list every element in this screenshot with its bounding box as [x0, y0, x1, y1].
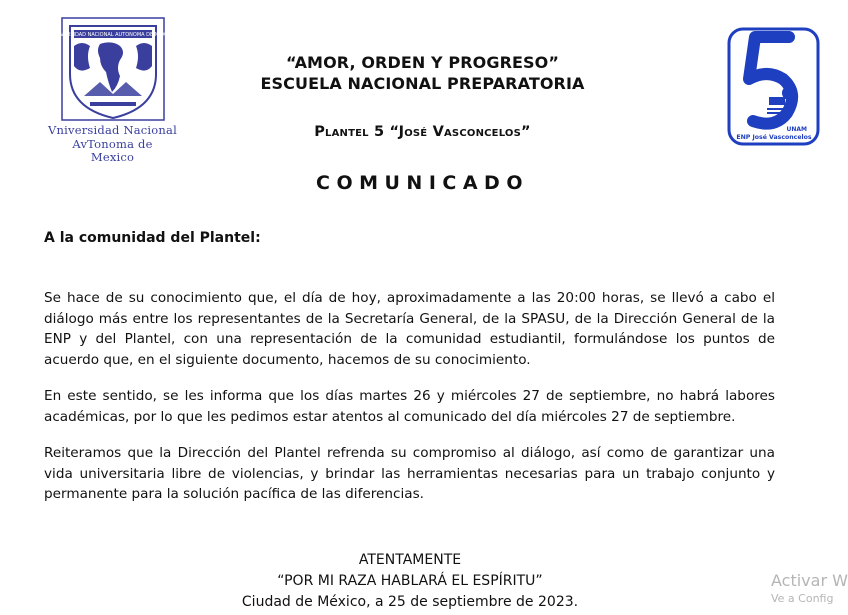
closing-salutation: ATENTAMENTE	[358, 552, 462, 568]
unam-logo-text: UNIVERSIDAD NACIONAL AUTONOMA DE MEXICO	[51, 32, 175, 38]
university-name-line: Mexico	[90, 150, 135, 164]
body-paragraph: En este sentido, se les informa que los días martes 26 y miércoles 27 de septiembre, no habrá labores académicas, por lo que les pedimos estar atentos al comunicado del día miércoles 27 de septiembre.	[44, 388, 775, 425]
body-paragraph: Se hace de su conocimiento que, el día de hoy, aproximadamente a las 20:00 horas, se llevó a cabo el diálogo más entre los representantes de la Secretaría General, de la SPASU, de la Dirección General de la ENP y del Plantel, con una representación de la comunidad estudiantil, formulándose los puntos de acuerdo que, en el siguiente documento, hacemos de su conocimiento.	[44, 290, 775, 368]
enp-plantel5-logo	[727, 27, 820, 146]
addressee: A la comunidad del Plantel:	[44, 230, 261, 246]
university-name-line: AvTonoma de	[72, 136, 153, 151]
unam-shield-logo	[51, 16, 175, 122]
activation-watermark	[771, 571, 848, 607]
enp-logo-unam: UNAM	[786, 126, 807, 133]
school-name: ESCUELA NACIONAL PREPARATORIA	[260, 74, 585, 93]
document-title: COMUNICADO	[316, 172, 529, 194]
closing-motto: “POR MI RAZA HABLARÁ EL ESPÍRITU”	[277, 573, 543, 589]
motto-line: “AMOR, ORDEN Y PROGRESO”	[286, 53, 559, 72]
plantel-name: Plantel 5 “José Vasconcelos”	[314, 124, 531, 140]
closing-block	[200, 550, 620, 613]
enp-logo-name: ENP José Vasconcelos	[736, 134, 812, 141]
university-name	[40, 124, 185, 165]
university-name-line: Vniversidad Nacional	[48, 123, 177, 137]
body-paragraph: Reiteramos que la Dirección del Plantel refrenda su compromiso al diálogo, así como de garantizar una vida universitaria libre de violencias, y brindar las herramientas necesarias para un trabajo conjunto y permanente para la solución pacífica de las diferencias.	[44, 445, 775, 502]
closing-place-date: Ciudad de México, a 25 de septiembre de 2023.	[241, 594, 579, 610]
watermark-subtitle: Ve a Config	[771, 592, 834, 605]
header-motto	[200, 52, 645, 94]
watermark-title: Activar W	[771, 571, 848, 590]
